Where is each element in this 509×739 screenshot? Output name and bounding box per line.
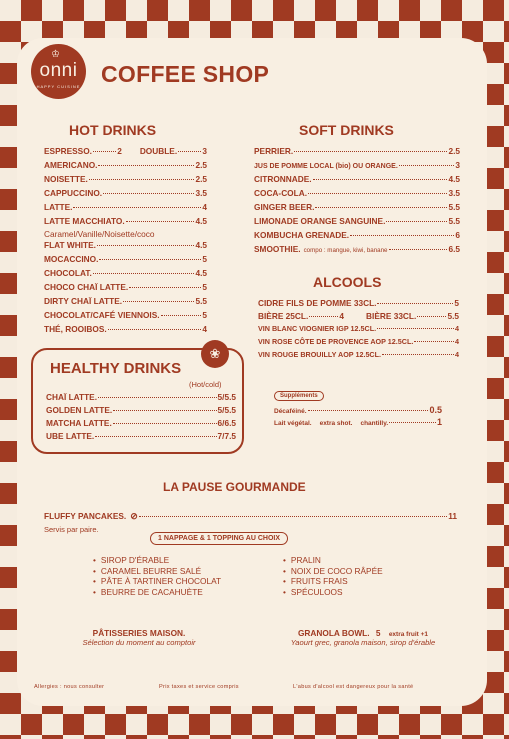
item-price: 5.5 (447, 311, 460, 321)
item-name: LATTE. (44, 202, 73, 212)
item-price: 3 (455, 160, 460, 170)
item-price: 4.5 (195, 268, 207, 278)
list-item: • CARAMEL BEURRE SALÉ (93, 566, 221, 577)
item-name: CITRONNADE. (254, 174, 312, 184)
item-name: CHOCO CHAÏ LATTE. (44, 282, 129, 292)
item-price: 3 (202, 146, 207, 156)
item-name: DIRTY CHAÏ LATTE. (44, 296, 123, 306)
item-name: CHAÏ LATTE. (46, 392, 98, 402)
item-name: AMERICANO. (44, 160, 98, 170)
item-price: 4 (202, 324, 207, 334)
menu-item-espresso (44, 146, 207, 158)
item-price: 2 (117, 146, 122, 156)
item-name: CHOCOLAT/CAFÉ VIENNOIS. (44, 310, 160, 320)
item-price: 4 (455, 337, 459, 346)
item-price: 6/6.5 (217, 418, 236, 428)
list-item: • NOIX DE COCO RÂPÉE (283, 566, 383, 577)
item-name: GINGER BEER. (254, 202, 315, 212)
page-title: COFFEE SHOP (101, 61, 270, 87)
item-name: KOMBUCHA GRENADE. (254, 230, 350, 240)
item-name: NOISETTE. (44, 174, 88, 184)
list-item: • FRUITS FRAIS (283, 576, 383, 587)
item-price: 6.5 (448, 244, 460, 254)
item-name: FLAT WHITE. (44, 240, 96, 250)
menu-item (44, 268, 207, 280)
list-item: • PÂTE À TARTINER CHOCOLAT (93, 576, 221, 587)
item-price: 5.5 (195, 296, 207, 306)
item-price: 5 (202, 254, 207, 264)
menu-item (254, 174, 460, 186)
patisseries-block (64, 628, 214, 647)
menu-item (44, 174, 207, 186)
list-item: • PRALIN (283, 555, 383, 566)
granola-block (263, 628, 463, 647)
item-price: 11 (448, 511, 457, 521)
item-price: 5 (375, 628, 381, 638)
healthy-drinks-heading: HEALTHY DRINKS (50, 360, 182, 377)
menu-item (254, 160, 460, 172)
item-price: 4.5 (448, 174, 460, 184)
item-price: 4 (455, 324, 459, 333)
item-name: GOLDEN LATTE. (46, 405, 113, 415)
menu-item (258, 298, 459, 310)
healthy-note: (Hot/cold) (189, 380, 222, 389)
item-name: ESPRESSO. (44, 146, 92, 156)
menu-item (254, 146, 460, 158)
item-name: MOCACCINO. (44, 254, 99, 264)
item-price: 5 (202, 310, 207, 320)
logo-word: onni (39, 60, 78, 81)
item-price: 3.5 (448, 188, 460, 198)
item-name: chantilly. (360, 420, 389, 427)
menu-item (44, 282, 207, 294)
item-name: PERRIER. (254, 146, 294, 156)
footer-alcohol: L'abus d'alcool est dangereux pour la santé (293, 684, 414, 690)
toppings-left (93, 555, 221, 597)
item-name: CIDRE FILS DE POMME 33CL. (258, 298, 377, 308)
footer-prices: Prix taxes et service compris (159, 684, 239, 690)
supplement-decaf (274, 405, 442, 417)
pause-heading: LA PAUSE GOURMANDE (163, 480, 306, 494)
menu-item (44, 216, 207, 228)
menu-item (44, 310, 207, 322)
item-name: CHOCOLAT. (44, 268, 92, 278)
chef-hat-icon: ♔ (51, 49, 60, 60)
menu-item (258, 337, 459, 349)
item-price: 3.5 (195, 188, 207, 198)
item-name: BIÈRE 33CL. (366, 311, 417, 321)
item-price: 4.5 (195, 216, 207, 226)
item-price: 7/7.5 (217, 431, 236, 441)
menu-item (44, 324, 207, 336)
menu-item (254, 202, 460, 214)
menu-item-biere (258, 311, 459, 323)
item-name: VIN BLANC VIOGNIER IGP 12.5CL. (258, 324, 377, 333)
item-desc: Yaourt grec, granola maison, sirop d'érable (290, 638, 436, 647)
menu-item (44, 160, 207, 172)
alcools-heading: ALCOOLS (313, 274, 382, 290)
item-price: 0.5 (429, 405, 442, 415)
hot-drinks-heading: HOT DRINKS (69, 122, 157, 138)
item-name: COCA-COLA. (254, 188, 308, 198)
list-item: • SPÉCULOOS (283, 587, 383, 598)
item-name: FLUFFY PANCAKES. (44, 511, 127, 521)
item-name: SMOOTHIE. (254, 244, 301, 254)
toppings-right (283, 555, 383, 597)
footer-allergies: Allergies : nous consulter (34, 684, 105, 690)
item-name: CAPPUCCINO. (44, 188, 103, 198)
item-price: 5.5 (448, 202, 460, 212)
menu-item (44, 240, 207, 252)
menu-item (44, 188, 207, 200)
list-item: • BEURRE DE CACAHUÈTE (93, 587, 221, 598)
menu-item (254, 244, 460, 256)
item-name: DOUBLE. (139, 146, 178, 156)
item-name: PÂTISSERIES MAISON. (92, 628, 186, 638)
item-name: LIMONADE ORANGE SANGUINE. (254, 216, 386, 226)
list-item: • SIROP D'ÉRABLE (93, 555, 221, 566)
item-name: MATCHA LATTE. (46, 418, 112, 428)
no-icon: ⊘ (130, 511, 138, 521)
item-price: 2.5 (195, 174, 207, 184)
item-price: 4 (202, 202, 207, 212)
menu-card (17, 38, 487, 706)
item-name: Décaféiné. (274, 408, 307, 415)
item-price: 4 (339, 311, 345, 321)
item-price: 5.5 (448, 216, 460, 226)
logo-tagline: HAPPY CUISINE (36, 84, 81, 89)
item-extra: extra fruit +1 (388, 631, 429, 638)
item-price: 2.5 (195, 160, 207, 170)
item-price: 2.5 (448, 146, 460, 156)
onni-logo (31, 44, 86, 99)
item-name: UBE LATTE. (46, 431, 95, 441)
item-price: 4 (455, 350, 459, 359)
item-name: extra shot. (319, 420, 353, 427)
menu-item (44, 296, 207, 308)
item-name: Lait végétal. (274, 420, 312, 427)
lotus-icon: ❀ (201, 340, 229, 368)
item-name: BIÈRE 25CL. (258, 311, 309, 321)
menu-item (46, 418, 236, 430)
menu-item (254, 230, 460, 242)
item-price: 5 (454, 298, 459, 308)
menu-item (44, 202, 207, 214)
item-price: 5/5.5 (217, 405, 236, 415)
menu-item (254, 188, 460, 200)
item-name: VIN ROSE CÔTE DE PROVENCE AOP 12.5CL. (258, 337, 414, 346)
item-name: LATTE MACCHIATO. (44, 216, 125, 226)
menu-item (258, 350, 459, 362)
item-price: 4.5 (195, 240, 207, 250)
item-price: 5/5.5 (217, 392, 236, 402)
supplement-extras (274, 417, 442, 429)
menu-item (44, 254, 207, 266)
pancakes-note: Servis par paire. (44, 525, 99, 534)
menu-item (46, 392, 236, 404)
item-price: 6 (455, 230, 460, 240)
topping-pill: 1 NAPPAGE & 1 TOPPING AU CHOIX (150, 532, 288, 545)
item-note: compo : mangue, kiwi, banane (303, 247, 388, 254)
menu-item (46, 431, 236, 443)
supplements-label: Suppléments (274, 391, 324, 401)
soft-drinks-heading: SOFT DRINKS (299, 122, 394, 138)
menu-item (258, 324, 459, 336)
item-name: VIN ROUGE BROUILLY AOP 12.5CL. (258, 350, 382, 359)
macchiato-note: Caramel/Vanille/Noisette/coco (44, 229, 155, 239)
item-price: 1 (436, 417, 442, 427)
menu-item (46, 405, 236, 417)
item-price: 5 (202, 282, 207, 292)
menu-item (254, 216, 460, 228)
item-name: THÉ, ROOIBOS. (44, 324, 107, 334)
item-name: GRANOLA BOWL. (297, 628, 370, 638)
item-desc: Sélection du moment au comptoir (82, 638, 196, 647)
menu-item-pancakes (44, 511, 457, 523)
item-name: JUS DE POMME LOCAL (bio) OU ORANGE. (254, 163, 398, 170)
